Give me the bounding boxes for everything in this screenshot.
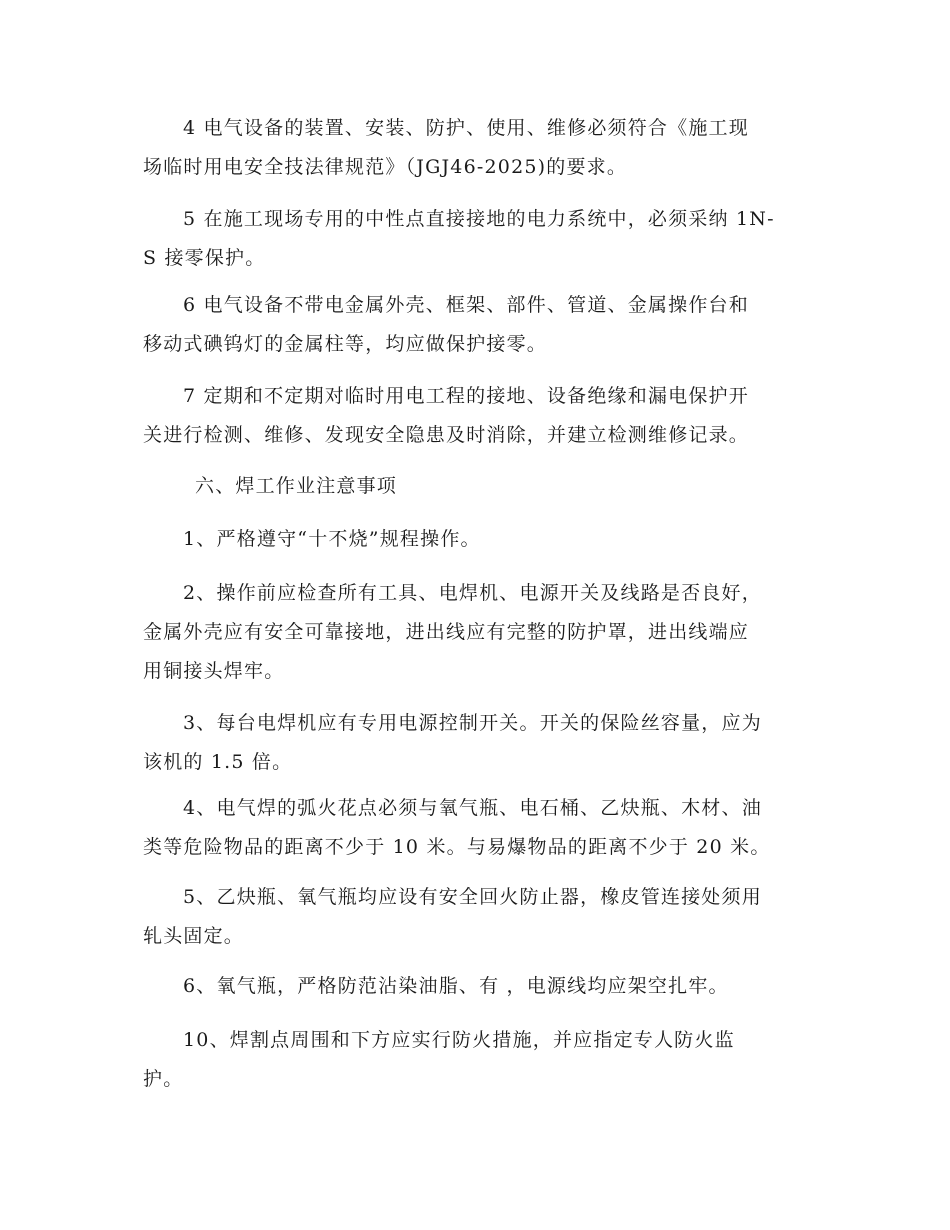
text-line: 轧头固定。	[143, 925, 245, 947]
text-line: 4、电气焊的弧火花点必须与氧气瓶、电石桶、乙炔瓶、木材、油	[183, 797, 762, 819]
text-line: 6、氧气瓶，严格防范沾染油脂、有 ，电源线均应架空扎牢。	[183, 975, 729, 997]
text-line: 1、严格遵守“十不烧”规程操作。	[183, 528, 481, 550]
paragraph-welding-4	[143, 789, 811, 867]
text-line: 护。	[143, 1068, 184, 1090]
paragraph-welding-2	[143, 574, 811, 691]
text-line: 该机的 1.5 倍。	[143, 751, 293, 773]
paragraph-electrical-4	[143, 109, 811, 187]
text-line: 7 定期和不定期对临时用电工程的接地、设备绝缘和漏电保护开	[183, 385, 749, 407]
text-line: 4 电气设备的装置、安装、防护、使用、维修必须符合《施工现	[183, 117, 749, 139]
section-heading-welding	[143, 467, 811, 506]
text-line: 5 在施工现场专用的中性点直接接地的电力系统中，必须采纳 1N-	[183, 208, 775, 230]
text-line: 2、操作前应检查所有工具、电焊机、电源开关及线路是否良好，	[183, 582, 762, 604]
text-line: 关进行检测、维修、发现安全隐患及时消除，并建立检测维修记录。	[143, 424, 750, 446]
paragraph-welding-1	[143, 520, 811, 559]
paragraph-electrical-7	[143, 377, 811, 455]
paragraph-welding-3	[143, 704, 811, 782]
text-line: 场临时用电安全技法律规范》（JGJ46-2025)的要求。	[143, 156, 628, 178]
text-line: 移动式碘钨灯的金属柱等，均应做保护接零。	[143, 333, 548, 355]
text-line: 10、焊割点周围和下方应实行防火措施，并应指定专人防火监	[183, 1029, 735, 1051]
text-line: 6 电气设备不带电金属外壳、框架、部件、管道、金属操作台和	[183, 294, 749, 316]
text-line: 3、每台电焊机应有专用电源控制开关。开关的保险丝容量，应为	[183, 712, 762, 734]
paragraph-electrical-5	[143, 200, 811, 278]
text-line: 金属外壳应有安全可靠接地，进出线应有完整的防护罩，进出线端应	[143, 621, 750, 643]
paragraph-electrical-6	[143, 286, 811, 364]
text-line: S 接零保护。	[143, 247, 266, 269]
text-line: 用铜接头焊牢。	[143, 660, 285, 682]
section-title: 六、焊工作业注意事项	[195, 475, 398, 497]
paragraph-welding-10	[143, 1021, 811, 1099]
text-line: 类等危险物品的距离不少于 10 米。与易爆物品的距离不少于 20 米。	[143, 836, 771, 858]
text-line: 5、乙炔瓶、氧气瓶均应设有安全回火防止器，橡皮管连接处须用	[183, 886, 762, 908]
paragraph-welding-6	[143, 967, 811, 1006]
paragraph-welding-5	[143, 878, 811, 956]
